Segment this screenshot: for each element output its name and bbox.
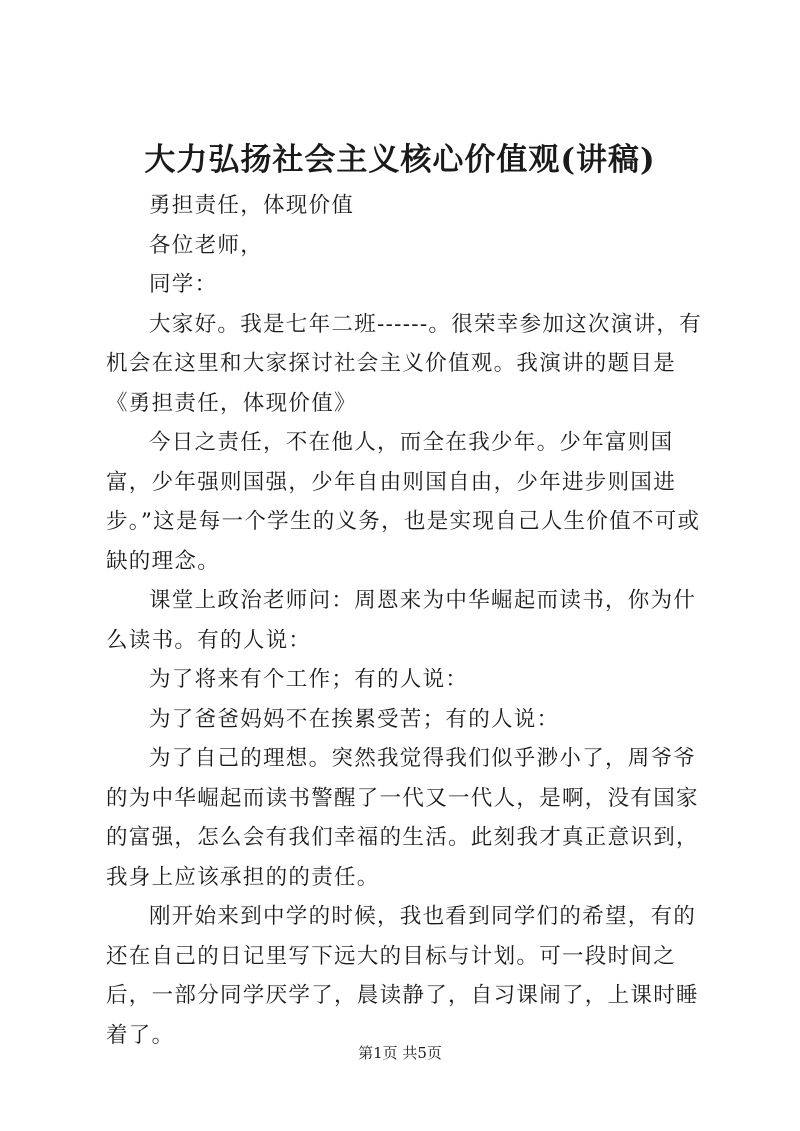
paragraph-intro: 大家好。我是七年二班------。很荣幸参加这次演讲，有机会在这里和大家探讨社会主义价值观。我演讲的题目是《勇担责任，体现价值》 (106, 311, 702, 416)
page-number-footer: 第1页 共5页 (358, 1044, 442, 1062)
paragraph-classroom: 课堂上政治老师问：周恩来为中华崛起而读书，你为什么读书。有的人说： (106, 588, 697, 653)
paragraph-answer-ideal: 为了自己的理想。突然我觉得我们似乎渺小了，周爷爷的为中华崛起而读书警醒了一代又一代人，是啊，没有国家的富强，怎么会有我们幸福的生活。此刻我才真正意识到，我身上应该承担的的责任。 (106, 746, 699, 890)
paragraph-heading: 勇担责任，体现价值 (149, 193, 355, 218)
paragraph-answer-parents: 为了爸爸妈妈不在挨累受苦；有的人说： (149, 706, 560, 732)
paragraph-salutation-students: 同学： (149, 272, 218, 297)
paragraph-quote: 今日之责任，不在他人，而全在我少年。少年富则国富，少年强则国强，少年自由则国自由，少年进步则国进步。”这是每一个学生的义务，也是实现自己人生价值不可或缺的理念。 (106, 430, 701, 574)
paragraph-middle-school: 刚开始来到中学的时候，我也看到同学们的希望，有的还在自己的日记里写下远大的目标与计划。可一段时间之后，一部分同学厌学了，晨读静了，自习课闹了，上课时睡着了。 (106, 904, 699, 1048)
document-body (106, 186, 712, 1055)
document-title: 大力弘扬社会主义核心价值观(讲稿) (144, 142, 656, 178)
paragraph-salutation-teachers: 各位老师， (149, 232, 264, 258)
paragraph-answer-job: 为了将来有个工作；有的人说： (149, 667, 469, 692)
